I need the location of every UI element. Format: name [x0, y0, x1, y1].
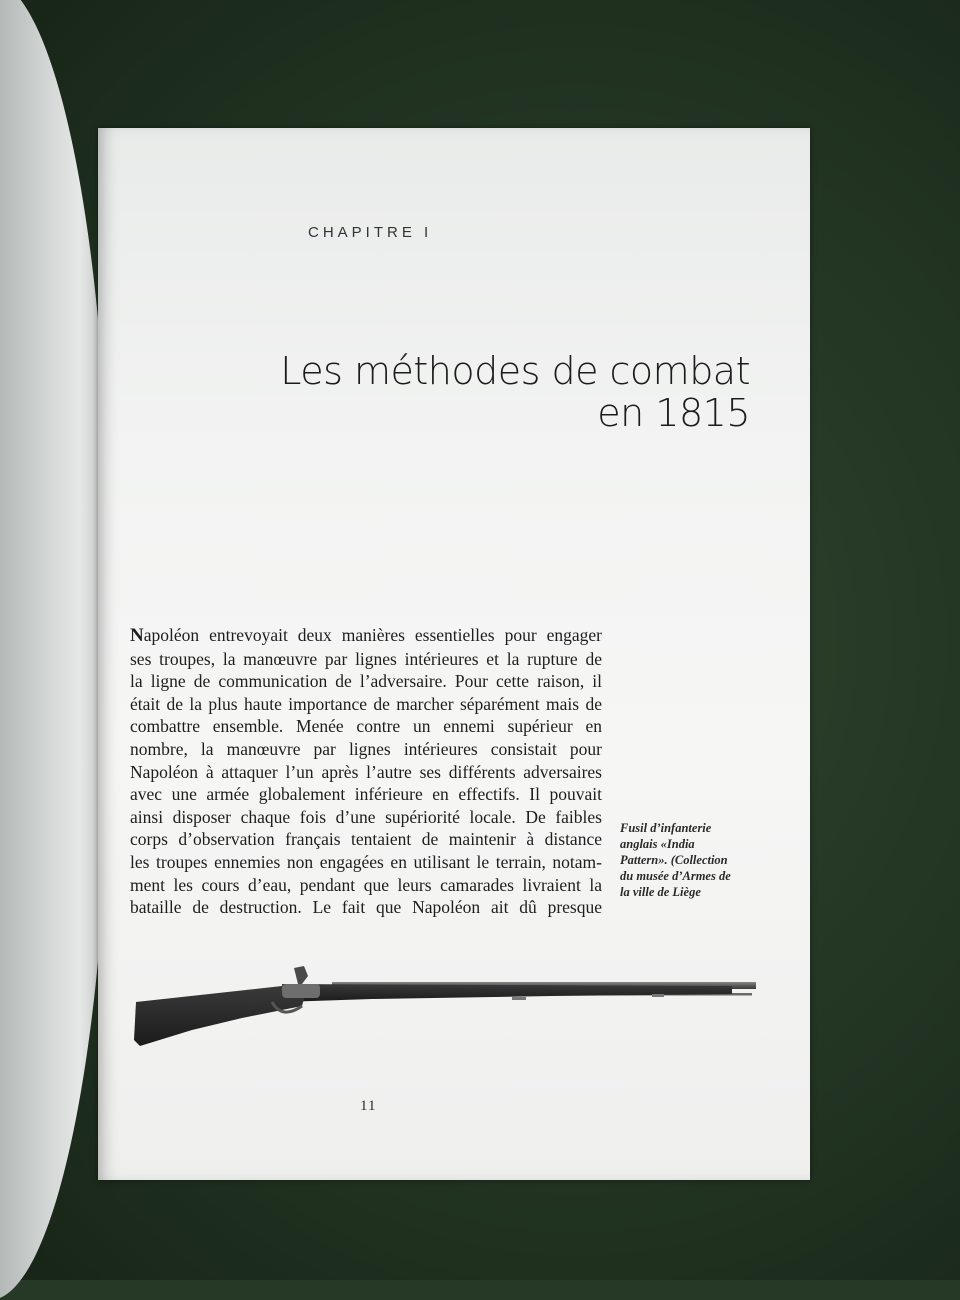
caption-line: anglais «India — [620, 837, 695, 851]
book-page — [98, 128, 810, 1180]
page-number: 11 — [360, 1098, 377, 1114]
musket-illustration — [132, 966, 756, 1066]
drop-cap: N — [130, 625, 144, 646]
chapter-title-line: en 1815 — [597, 391, 750, 435]
paragraph-line: Napoléon entrevoyait deux manières essentielles pour engager — [130, 625, 602, 646]
caption-line: la ville de Liège — [620, 885, 701, 899]
body-paragraph — [130, 624, 602, 919]
paragraph-line: les troupes ennemies non engagées en utilisant le terrain, notam- — [130, 851, 602, 872]
paragraph-line: ainsi disposer chaque fois d’une supériorité locale. De faibles — [130, 806, 602, 827]
paragraph-line: était de la plus haute importance de marcher séparément mais de — [130, 693, 602, 714]
paragraph-line: la ligne de communication de l’adversaire. Pour cette raison, il — [130, 671, 602, 692]
paragraph-line: avec une armée globalement inférieure en effectifs. Il pouvait — [130, 784, 602, 805]
paragraph-line: nombre, la manœuvre par lignes intérieures consistait pour — [130, 738, 602, 759]
paragraph-line: Napoléon à attaquer l’un après l’autre ses différents adversaires — [130, 761, 602, 782]
caption-line: Pattern». (Collection — [620, 853, 728, 867]
chapter-label: CHAPITRE I — [308, 224, 433, 241]
figure-caption — [620, 820, 760, 900]
paragraph-line: combattre ensemble. Menée contre un ennemi supérieur en — [130, 716, 602, 737]
caption-line: du musée d’Armes de — [620, 869, 731, 883]
paragraph-line: corps d’observation français tentaient de maintenir à distance — [130, 829, 602, 850]
chapter-title — [190, 350, 750, 434]
chapter-title-line: Les méthodes de combat — [280, 349, 750, 393]
paragraph-line: ment les cours d’eau, pendant que leurs camarades livraient la — [130, 874, 602, 895]
paragraph-line: ses troupes, la manœuvre par lignes intérieures et la rupture de — [130, 648, 602, 669]
paragraph-line: bataille de destruction. Le fait que Napoléon ait dû presque — [130, 897, 602, 918]
caption-line: Fusil d’infanterie — [620, 821, 712, 835]
